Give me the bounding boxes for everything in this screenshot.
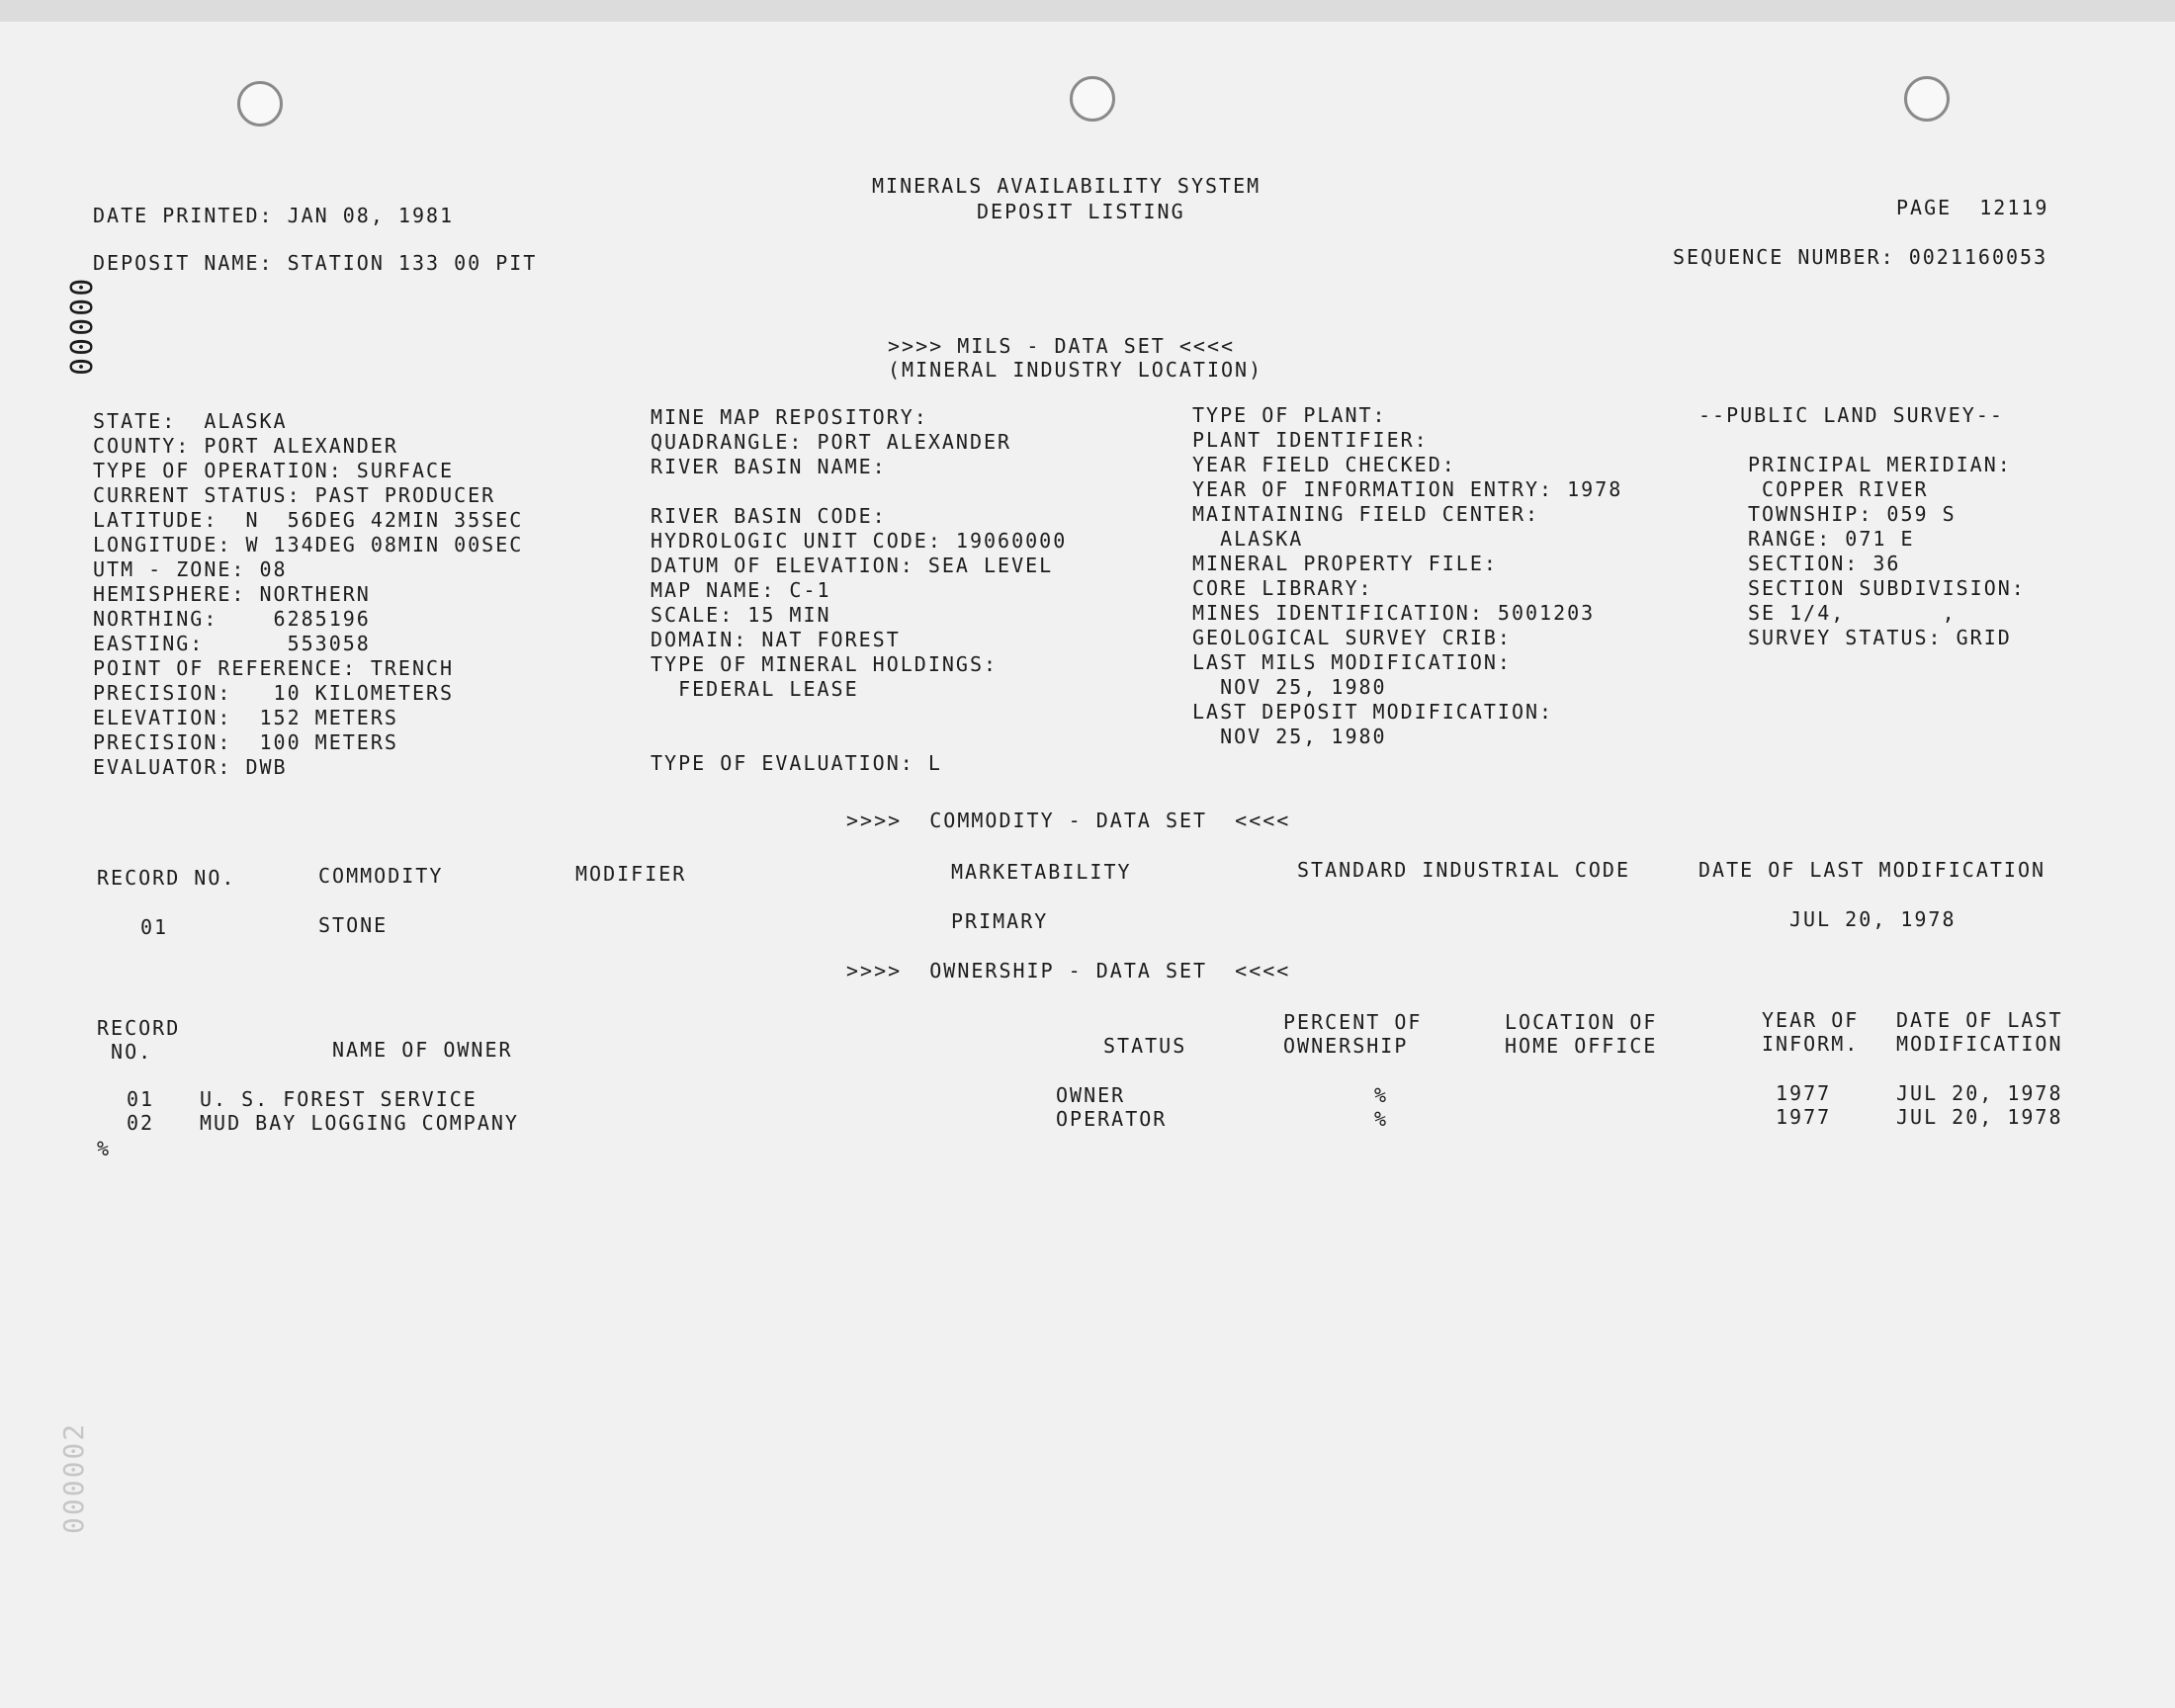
- col1-line: TYPE OF OPERATION: SURFACE: [93, 459, 455, 482]
- ownership-row-2-name: MUD BAY LOGGING COMPANY: [200, 1111, 519, 1135]
- col4-line: PRINCIPAL MERIDIAN:: [1748, 453, 2012, 476]
- col1-line: HEMISPHERE: NORTHERN: [93, 582, 371, 606]
- col3-line: GEOLOGICAL SURVEY CRIB:: [1192, 626, 1512, 649]
- mils-subheading: (MINERAL INDUSTRY LOCATION): [888, 358, 1263, 382]
- ownership-row-1-date: JUL 20, 1978: [1896, 1081, 2063, 1105]
- col2-line: QUADRANGLE: PORT ALEXANDER: [651, 430, 1012, 454]
- col3-line: NOV 25, 1980: [1192, 725, 1387, 748]
- commodity-row-commodity: STONE: [318, 913, 389, 937]
- commodity-header-marketability: MARKETABILITY: [951, 860, 1132, 884]
- col1-line: PRECISION: 10 KILOMETERS: [93, 681, 455, 705]
- col1-line: ELEVATION: 152 METERS: [93, 706, 398, 729]
- col2-line: TYPE OF EVALUATION: L: [651, 751, 942, 775]
- commodity-row-record-no: 01: [140, 915, 169, 939]
- col1-line: EASTING: 553058: [93, 632, 371, 655]
- ownership-row-2-year: 1977: [1776, 1105, 1832, 1129]
- ownership-header-year-2: INFORM.: [1762, 1032, 1860, 1056]
- col2-line: HYDROLOGIC UNIT CODE: 19060000: [651, 529, 1068, 553]
- col2-line: MINE MAP REPOSITORY:: [651, 405, 928, 429]
- col1-line: LONGITUDE: W 134DEG 08MIN 00SEC: [93, 533, 524, 556]
- commodity-heading: >>>> COMMODITY - DATA SET <<<<: [846, 809, 1291, 832]
- col3-line: TYPE OF PLANT:: [1192, 403, 1387, 427]
- col3-line: MINES IDENTIFICATION: 5001203: [1192, 601, 1596, 625]
- col2-line: FEDERAL LEASE: [651, 677, 859, 701]
- identification-details-column: [1192, 403, 1622, 749]
- ownership-row-2-status: OPERATOR: [1056, 1107, 1168, 1131]
- ownership-header-name: NAME OF OWNER: [332, 1038, 513, 1062]
- commodity-header-sic: STANDARD INDUSTRIAL CODE: [1297, 858, 1630, 882]
- col1-line: POINT OF REFERENCE: TRENCH: [93, 656, 455, 680]
- col2-line: [651, 726, 1067, 751]
- col4-line: SURVEY STATUS: GRID: [1748, 626, 2012, 649]
- public-land-survey-heading: --PUBLIC LAND SURVEY--: [1698, 403, 2004, 427]
- map-details-column: [651, 405, 1067, 776]
- sequence-number: SEQUENCE NUMBER: 0021160053: [1673, 245, 2048, 269]
- ownership-row-1-status: OWNER: [1056, 1083, 1126, 1107]
- listing-title: DEPOSIT LISTING: [977, 200, 1185, 223]
- col1-line: CURRENT STATUS: PAST PRODUCER: [93, 483, 496, 507]
- col2-line: RIVER BASIN NAME:: [651, 455, 887, 478]
- ownership-row-1-name: U. S. FOREST SERVICE: [200, 1087, 478, 1111]
- col2-line: DOMAIN: NAT FOREST: [651, 628, 901, 651]
- mils-heading: >>>> MILS - DATA SET <<<<: [888, 334, 1236, 358]
- ownership-header-location-1: LOCATION OF: [1505, 1010, 1658, 1034]
- ownership-row-2-percent: %: [1374, 1107, 1389, 1131]
- ownership-end-marker: %: [97, 1137, 112, 1160]
- col1-line: COUNTY: PORT ALEXANDER: [93, 434, 398, 458]
- col2-line: [651, 479, 1067, 504]
- system-title: MINERALS AVAILABILITY SYSTEM: [872, 174, 1262, 198]
- col2-line: [651, 702, 1067, 726]
- col1-line: STATE: ALASKA: [93, 409, 288, 433]
- commodity-header-date-mod: DATE OF LAST MODIFICATION: [1698, 858, 2046, 882]
- ownership-heading: >>>> OWNERSHIP - DATA SET <<<<: [846, 959, 1291, 982]
- col2-line: DATUM OF ELEVATION: SEA LEVEL: [651, 554, 1054, 577]
- col3-line: NOV 25, 1980: [1192, 675, 1387, 699]
- page-number: PAGE 12119: [1896, 196, 2049, 219]
- col4-line: SECTION SUBDIVISION:: [1748, 576, 2026, 600]
- col3-line: PLANT IDENTIFIER:: [1192, 428, 1429, 452]
- commodity-row-date-mod: JUL 20, 1978: [1789, 907, 1957, 931]
- col3-line: CORE LIBRARY:: [1192, 576, 1373, 600]
- margin-code-bottom: 000002: [57, 1421, 90, 1534]
- deposit-name: DEPOSIT NAME: STATION 133 00 PIT: [93, 251, 538, 275]
- punch-hole-left: [237, 81, 283, 127]
- ownership-header-percent-1: PERCENT OF: [1283, 1010, 1423, 1034]
- col1-line: NORTHING: 6285196: [93, 607, 371, 631]
- ownership-header-year-1: YEAR OF: [1762, 1008, 1860, 1032]
- col3-line: MINERAL PROPERTY FILE:: [1192, 552, 1498, 575]
- col3-line: ALASKA: [1192, 527, 1304, 551]
- col1-line: UTM - ZONE: 08: [93, 557, 288, 581]
- commodity-header-commodity: COMMODITY: [318, 864, 444, 888]
- col2-line: SCALE: 15 MIN: [651, 603, 831, 627]
- col4-line: SE 1/4, ,: [1748, 601, 1957, 625]
- commodity-row-marketability: PRIMARY: [951, 909, 1049, 933]
- col4-line: SECTION: 36: [1748, 552, 1901, 575]
- col4-line: TOWNSHIP: 059 S: [1748, 502, 1957, 526]
- col1-line: LATITUDE: N 56DEG 42MIN 35SEC: [93, 508, 524, 532]
- col2-line: RIVER BASIN CODE:: [651, 504, 887, 528]
- ownership-header-record: RECORD: [97, 1016, 181, 1040]
- col2-line: TYPE OF MINERAL HOLDINGS:: [651, 652, 999, 676]
- col3-line: MAINTAINING FIELD CENTER:: [1192, 502, 1540, 526]
- punch-hole-center: [1070, 76, 1115, 122]
- ownership-row-2-no: 02: [127, 1111, 155, 1135]
- commodity-header-record-no: RECORD NO.: [97, 866, 236, 890]
- ownership-header-location-2: HOME OFFICE: [1505, 1034, 1658, 1058]
- ownership-header-status: STATUS: [1103, 1034, 1187, 1058]
- ownership-header-no: NO.: [97, 1040, 153, 1064]
- public-land-survey-column: [1748, 453, 2026, 650]
- ownership-row-1-percent: %: [1374, 1083, 1389, 1107]
- commodity-header-modifier: MODIFIER: [575, 862, 687, 886]
- margin-code-top: 00000: [65, 276, 100, 376]
- col4-line: COPPER RIVER: [1748, 477, 1929, 501]
- col4-line: RANGE: 071 E: [1748, 527, 1915, 551]
- ownership-row-1-no: 01: [127, 1087, 155, 1111]
- col1-line: EVALUATOR: DWB: [93, 755, 288, 779]
- ownership-row-1-year: 1977: [1776, 1081, 1832, 1105]
- ownership-row-2-date: JUL 20, 1978: [1896, 1105, 2063, 1129]
- col2-line: MAP NAME: C-1: [651, 578, 831, 602]
- location-details-column: [93, 409, 523, 780]
- col3-line: LAST DEPOSIT MODIFICATION:: [1192, 700, 1554, 724]
- ownership-header-percent-2: OWNERSHIP: [1283, 1034, 1409, 1058]
- punch-hole-right: [1904, 76, 1950, 122]
- col3-line: YEAR OF INFORMATION ENTRY: 1978: [1192, 477, 1623, 501]
- ownership-header-date-1: DATE OF LAST: [1896, 1008, 2063, 1032]
- col1-line: PRECISION: 100 METERS: [93, 730, 398, 754]
- col3-line: LAST MILS MODIFICATION:: [1192, 650, 1512, 674]
- date-printed: DATE PRINTED: JAN 08, 1981: [93, 204, 455, 227]
- col3-line: YEAR FIELD CHECKED:: [1192, 453, 1456, 476]
- ownership-header-date-2: MODIFICATION: [1896, 1032, 2063, 1056]
